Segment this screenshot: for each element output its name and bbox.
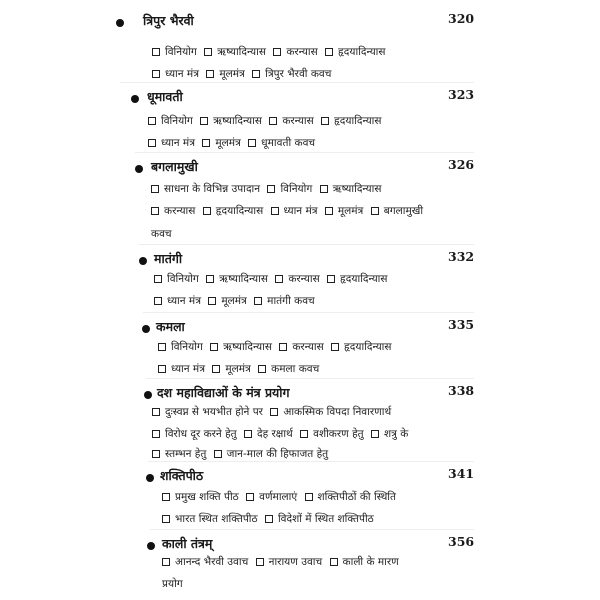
bullet-icon	[144, 391, 152, 399]
subtopic-item	[200, 46, 266, 58]
subtopic-line	[151, 182, 381, 196]
checkbox-bullet-icon	[305, 493, 313, 501]
checkbox-bullet-icon	[203, 207, 211, 215]
subtopic-label: ऋष्यादिन्यास	[217, 46, 266, 58]
checkbox-bullet-icon	[246, 493, 254, 501]
checkbox-bullet-icon	[208, 297, 216, 305]
checkbox-bullet-icon	[210, 343, 218, 351]
subtopic-line	[152, 67, 331, 81]
checkbox-bullet-icon	[330, 558, 338, 566]
checkbox-bullet-icon	[154, 297, 162, 305]
checkbox-bullet-icon	[200, 117, 208, 125]
checkbox-bullet-icon	[162, 515, 170, 523]
subtopic-item	[367, 205, 423, 217]
subtopic-item	[158, 341, 203, 353]
subtopic-label: देह रक्षार्थ	[257, 428, 293, 440]
subtopic-item	[301, 491, 396, 503]
subtopic-line	[152, 405, 391, 419]
checkbox-bullet-icon	[206, 70, 214, 78]
checkbox-bullet-icon	[269, 117, 277, 125]
bullet-icon	[139, 257, 147, 265]
page-number: 335	[448, 317, 475, 332]
subtopic-label: वशीकरण हेतु	[313, 428, 364, 440]
subtopic-item	[261, 513, 374, 525]
checkbox-bullet-icon	[148, 117, 156, 125]
page-number: 341	[448, 466, 475, 481]
page-number: 326	[448, 157, 475, 172]
checkbox-bullet-icon	[158, 343, 166, 351]
subtopic-item	[240, 428, 293, 440]
subtopic-item	[162, 578, 183, 590]
bullet-icon	[142, 325, 150, 333]
checkbox-bullet-icon	[252, 70, 260, 78]
subtopic-label: विदेशों में स्थित शक्तिपीठ	[277, 513, 374, 525]
subtopic-item	[316, 183, 382, 195]
checkbox-bullet-icon	[204, 48, 212, 56]
subtopic-item	[263, 183, 312, 195]
checkbox-bullet-icon	[256, 558, 264, 566]
subtopic-item	[242, 491, 297, 503]
subtopic-item	[148, 115, 193, 127]
subtopic-item	[154, 295, 201, 307]
subtopic-label: विनियोग	[167, 273, 199, 285]
subtopic-label: त्रिपुर भैरवी कवच	[265, 68, 332, 80]
subtopic-label: मूलमंत्र	[215, 137, 241, 149]
subtopic-item	[206, 341, 272, 353]
subtopic-item	[265, 115, 313, 127]
section-title: शक्तिपीठ	[160, 468, 204, 483]
subtopic-item	[162, 491, 239, 503]
subtopic-item	[250, 295, 315, 307]
subtopic-item	[152, 428, 237, 440]
checkbox-bullet-icon	[154, 275, 162, 283]
subtopic-item	[208, 363, 250, 375]
checkbox-bullet-icon	[371, 207, 379, 215]
subtopic-item	[271, 273, 319, 285]
checkbox-bullet-icon	[254, 297, 262, 305]
subtopic-item	[252, 556, 323, 568]
subtopic-item	[148, 137, 195, 149]
subtopic-item	[326, 556, 399, 568]
subtopic-item	[323, 273, 387, 285]
subtopic-label: प्रयोग	[162, 578, 183, 590]
subtopic-line	[158, 362, 319, 376]
subtopic-label: आकस्मिक विपदा निवारणार्थ	[283, 406, 392, 418]
subtopic-item	[327, 341, 391, 353]
checkbox-bullet-icon	[202, 139, 210, 147]
subtopic-label: ध्यान मंत्र	[171, 363, 205, 375]
subtopic-label: ऋष्यादिन्यास	[213, 115, 262, 127]
section-title: बगलामुखी	[151, 159, 198, 174]
subtopic-label: करन्यास	[286, 46, 318, 58]
subtopic-label: काली के मारण	[342, 556, 399, 568]
checkbox-bullet-icon	[152, 70, 160, 78]
subtopic-item	[244, 137, 315, 149]
checkbox-bullet-icon	[152, 430, 160, 438]
subtopic-line	[162, 490, 396, 504]
section-divider	[120, 82, 474, 83]
subtopic-label: नारायण उवाच	[268, 556, 323, 568]
subtopic-item	[202, 273, 268, 285]
subtopic-label: करन्यास	[292, 341, 324, 353]
checkbox-bullet-icon	[371, 430, 379, 438]
subtopic-item	[152, 448, 206, 460]
subtopic-line	[152, 447, 328, 461]
subtopic-item	[296, 428, 364, 440]
subtopic-line	[152, 45, 386, 59]
checkbox-bullet-icon	[148, 139, 156, 147]
subtopic-label: हृदयादिन्यास	[215, 205, 264, 217]
subtopic-label: जान-माल की हिफाजत हेतु	[226, 448, 329, 460]
bullet-icon	[131, 95, 139, 103]
section-title: दश महाविद्याओं के मंत्र प्रयोग	[157, 385, 290, 400]
subtopic-label: विनियोग	[280, 183, 313, 195]
checkbox-bullet-icon	[279, 343, 287, 351]
checkbox-bullet-icon	[152, 450, 160, 458]
subtopic-item	[275, 341, 323, 353]
page-number: 356	[448, 534, 475, 549]
subtopic-label: ऋष्यादिन्यास	[332, 183, 382, 195]
checkbox-bullet-icon	[151, 207, 159, 215]
subtopic-label: ध्यान मंत्र	[165, 68, 199, 80]
subtopic-item	[151, 205, 195, 217]
subtopic-label: करन्यास	[282, 115, 314, 127]
subtopic-label: करन्यास	[164, 205, 196, 217]
page-number: 332	[448, 249, 475, 264]
subtopic-line	[154, 294, 315, 308]
subtopic-item	[196, 115, 262, 127]
subtopic-label: विनियोग	[165, 46, 197, 58]
subtopic-item	[321, 46, 385, 58]
checkbox-bullet-icon	[158, 365, 166, 373]
checkbox-bullet-icon	[327, 275, 335, 283]
subtopic-label: साधना के विभिन्न उपादान	[164, 183, 261, 195]
section-divider	[146, 378, 474, 379]
checkbox-bullet-icon	[331, 343, 339, 351]
checkbox-bullet-icon	[267, 185, 275, 193]
checkbox-bullet-icon	[321, 117, 329, 125]
checkbox-bullet-icon	[273, 48, 281, 56]
subtopic-item	[162, 556, 248, 568]
subtopic-item	[248, 68, 331, 80]
subtopic-label: कमला कवच	[271, 363, 320, 375]
subtopic-label: प्रमुख शक्ति पीठ	[175, 491, 239, 503]
subtopic-item	[158, 363, 205, 375]
subtopic-label: कवच	[151, 228, 172, 240]
subtopic-item	[162, 513, 258, 525]
checkbox-bullet-icon	[152, 48, 160, 56]
subtopic-label: मूलमंत्र	[221, 295, 247, 307]
subtopic-item	[266, 406, 391, 418]
subtopic-label: स्तम्भन हेतु	[165, 448, 207, 460]
checkbox-bullet-icon	[258, 365, 266, 373]
subtopic-line	[152, 427, 408, 441]
checkbox-bullet-icon	[244, 430, 252, 438]
subtopic-item	[367, 428, 408, 440]
checkbox-bullet-icon	[248, 139, 256, 147]
subtopic-item	[321, 205, 363, 217]
subtopic-line	[158, 340, 392, 354]
checkbox-bullet-icon	[212, 365, 220, 373]
subtopic-line	[148, 136, 315, 150]
subtopic-item	[269, 46, 317, 58]
subtopic-label: विनियोग	[161, 115, 193, 127]
checkbox-bullet-icon	[206, 275, 214, 283]
checkbox-bullet-icon	[152, 408, 160, 416]
checkbox-bullet-icon	[325, 48, 333, 56]
section-divider	[143, 312, 474, 313]
subtopic-label: मूलमंत्र	[337, 205, 364, 217]
subtopic-label: हृदयादिन्यास	[340, 273, 388, 285]
subtopic-line	[154, 272, 388, 286]
checkbox-bullet-icon	[162, 493, 170, 501]
subtopic-label: भारत स्थित शक्तिपीठ	[175, 513, 258, 525]
subtopic-label: हृदयादिन्यास	[334, 115, 382, 127]
bullet-icon	[116, 19, 124, 27]
section-divider	[150, 529, 474, 530]
subtopic-item	[202, 68, 244, 80]
subtopic-label: ध्यान मंत्र	[167, 295, 201, 307]
subtopic-label: मूलमंत्र	[225, 363, 251, 375]
checkbox-bullet-icon	[300, 430, 308, 438]
subtopic-label: वर्णमालाएं	[259, 491, 298, 503]
subtopic-item	[152, 46, 197, 58]
section-divider	[148, 461, 474, 462]
subtopic-label: हृदयादिन्यास	[344, 341, 392, 353]
subtopic-label: दुःस्वप्न से भयभीत होने पर	[165, 406, 263, 418]
subtopic-item	[210, 448, 329, 460]
subtopic-item	[198, 137, 240, 149]
subtopic-item	[152, 406, 263, 418]
subtopic-item	[151, 228, 172, 240]
section-divider	[139, 244, 474, 245]
subtopic-label: शत्रु के	[384, 428, 409, 440]
subtopic-item	[152, 68, 199, 80]
checkbox-bullet-icon	[162, 558, 170, 566]
subtopic-item	[199, 205, 263, 217]
section-title: त्रिपुर भैरवी	[143, 13, 194, 28]
subtopic-item	[267, 205, 318, 217]
subtopic-item	[254, 363, 319, 375]
bullet-icon	[135, 165, 143, 173]
section-title: कमला	[156, 319, 185, 334]
checkbox-bullet-icon	[271, 207, 279, 215]
subtopic-label: मातंगी कवच	[267, 295, 315, 307]
section-title: मातंगी	[154, 251, 183, 266]
section-title: धूमावती	[147, 89, 183, 104]
page-number: 338	[448, 383, 475, 398]
bullet-icon	[147, 542, 155, 550]
subtopic-label: बगलामुखी	[383, 205, 424, 217]
subtopic-label: करन्यास	[288, 273, 320, 285]
subtopic-item	[151, 183, 260, 195]
bullet-icon	[146, 474, 154, 482]
subtopic-line	[151, 227, 172, 241]
subtopic-item	[154, 273, 199, 285]
subtopic-label: विनियोग	[171, 341, 203, 353]
checkbox-bullet-icon	[325, 207, 333, 215]
checkbox-bullet-icon	[265, 515, 273, 523]
subtopic-label: शक्तिपीठों की स्थिति	[317, 491, 396, 503]
checkbox-bullet-icon	[320, 185, 328, 193]
checkbox-bullet-icon	[275, 275, 283, 283]
checkbox-bullet-icon	[270, 408, 278, 416]
subtopic-label: आनन्द भैरवी उवाच	[175, 556, 249, 568]
subtopic-label: धूमावती कवच	[261, 137, 316, 149]
page-number: 323	[448, 87, 475, 102]
subtopic-label: ध्यान मंत्र	[161, 137, 195, 149]
subtopic-label: मूलमंत्र	[219, 68, 245, 80]
checkbox-bullet-icon	[151, 185, 159, 193]
section-title: काली तंत्रम्	[162, 536, 213, 551]
subtopic-label: ऋष्यादिन्यास	[223, 341, 272, 353]
subtopic-item	[204, 295, 246, 307]
subtopic-line	[162, 555, 399, 569]
section-divider	[135, 152, 474, 153]
checkbox-bullet-icon	[214, 450, 222, 458]
subtopic-label: हृदयादिन्यास	[338, 46, 386, 58]
subtopic-label: ध्यान मंत्र	[283, 205, 318, 217]
subtopic-line	[148, 114, 382, 128]
subtopic-line	[151, 204, 423, 218]
subtopic-line	[162, 512, 374, 526]
subtopic-label: ऋष्यादिन्यास	[219, 273, 268, 285]
subtopic-item	[317, 115, 381, 127]
subtopic-line	[162, 577, 183, 591]
subtopic-label: विरोध दूर करने हेतु	[165, 428, 237, 440]
page-number: 320	[448, 11, 475, 26]
